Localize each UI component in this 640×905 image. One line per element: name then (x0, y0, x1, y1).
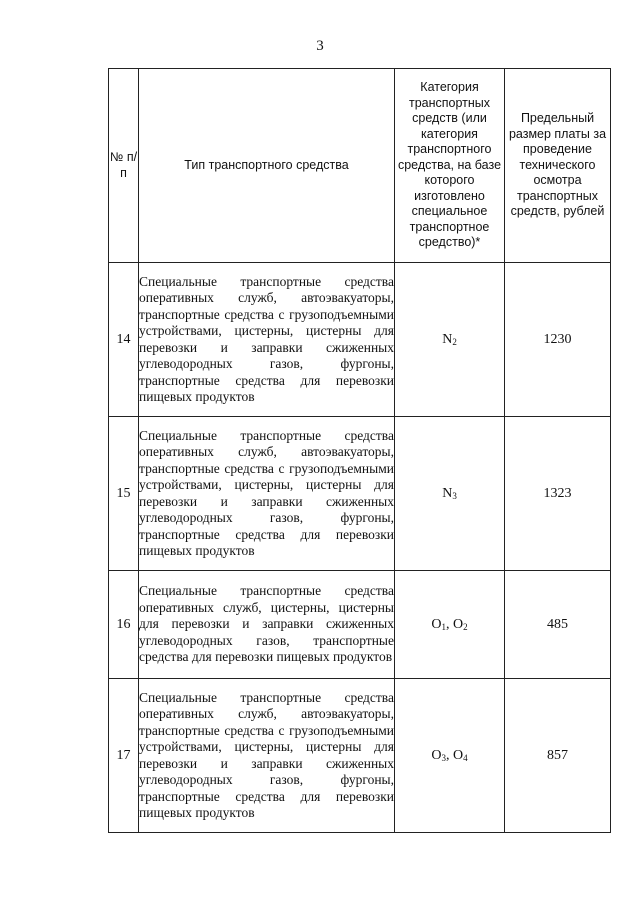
vehicle-type: Специальные транспортные средства оперативных служб, автоэвакуаторы, транспортные средства с грузоподъемными устройствами, цистерны, цистерны для перевозки и заправки сжиженных углеводородных газов, фургоны, транспортные средства для перевозки пищевых продуктов (139, 263, 395, 417)
category-letter: O (453, 616, 464, 632)
category-subscript: 2 (452, 336, 457, 347)
header-num: № п/п (109, 69, 139, 263)
category-subscript: 4 (463, 752, 468, 763)
vehicle-category (395, 679, 505, 833)
header-fee: Предельный размер платы за проведение технического осмотра транспортных средств, рублей (505, 69, 611, 263)
vehicle-category (395, 571, 505, 679)
row-number: 17 (109, 679, 139, 833)
category-letter: N (442, 485, 453, 501)
vehicle-type: Специальные транспортные средства оперативных служб, автоэвакуаторы, транспортные средства с грузоподъемными устройствами, цистерны, цистерны для перевозки и заправки сжиженных углеводородных газов, фургоны, транспортные средства для перевозки пищевых продуктов (139, 417, 395, 571)
category-letter: O (431, 747, 442, 763)
category-subscript: 2 (463, 621, 468, 632)
table-row (109, 417, 611, 571)
header-category: Категория транспортных средств (или категория транспортного средства, на базе которого изготовлено специальное транспортное средство)* (395, 69, 505, 263)
table-row (109, 263, 611, 417)
category-letter: O (431, 616, 442, 632)
vehicle-type: Специальные транспортные средства оперативных служб, автоэвакуаторы, транспортные средства с грузоподъемными устройствами, цистерны, цистерны для перевозки и заправки сжиженных углеводородных газов, фургоны, транспортные средства для перевозки пищевых продуктов (139, 679, 395, 833)
table-header-row (109, 69, 611, 263)
fee-value: 485 (505, 571, 611, 679)
fee-value: 857 (505, 679, 611, 833)
table-row (109, 679, 611, 833)
page-number: 3 (316, 38, 324, 54)
header-vehicle-type: Тип транспортного средства (139, 69, 395, 263)
vehicle-category (395, 263, 505, 417)
fee-value: 1230 (505, 263, 611, 417)
category-letter: O (453, 747, 464, 763)
row-number: 16 (109, 571, 139, 679)
row-number: 15 (109, 417, 139, 571)
table-row (109, 571, 611, 679)
fee-value: 1323 (505, 417, 611, 571)
category-subscript: 3 (452, 490, 457, 501)
category-subscript: 3 (441, 752, 446, 763)
inspection-fee-table (108, 68, 611, 833)
vehicle-category (395, 417, 505, 571)
category-separator: , (446, 747, 453, 763)
category-subscript: 1 (441, 621, 446, 632)
row-number: 14 (109, 263, 139, 417)
category-letter: N (442, 331, 453, 347)
vehicle-type: Специальные транспортные средства оперативных служб, цистерны, цистерны для перевозки и заправки сжиженных углеводородных газов, транспортные средства для перевозки пищевых продуктов (139, 571, 395, 679)
category-separator: , (446, 616, 453, 632)
